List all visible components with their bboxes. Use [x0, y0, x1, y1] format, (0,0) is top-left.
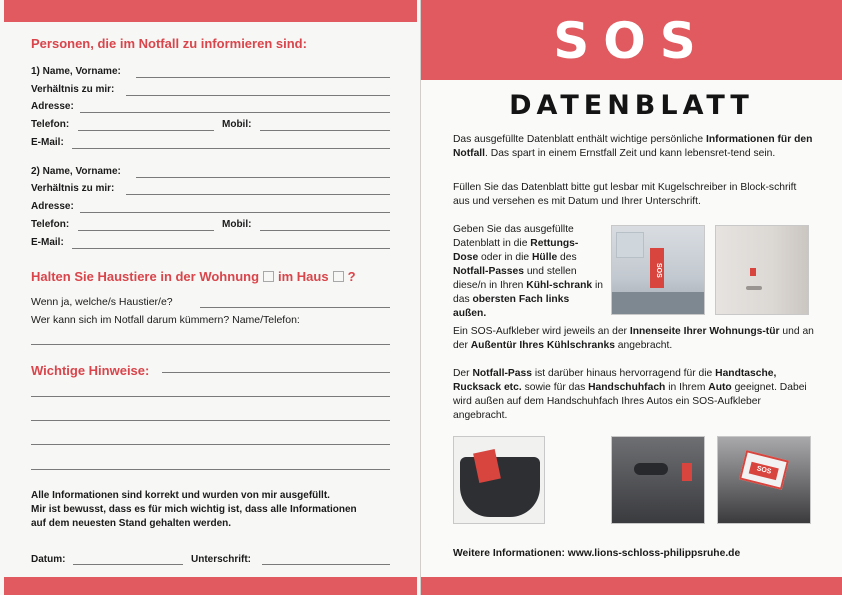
p1-phone-label: Telefon:	[31, 119, 70, 130]
contacts-title: Personen, die im Notfall zu informieren sind:	[31, 36, 307, 51]
p2-phone-field[interactable]	[78, 230, 214, 231]
p1-name-field[interactable]	[136, 77, 390, 78]
declaration-line-1: Alle Informationen sind korrekt und wurden von mir ausgefüllt.	[31, 490, 330, 501]
more-info-text: Weitere Informationen: www.lions-schloss-philippsruhe.de	[453, 548, 741, 559]
signature-label: Unterschrift:	[191, 554, 252, 565]
pets-title: Halten Sie Haustiere in der Wohnung im Haus ?	[31, 269, 356, 284]
notes-title: Wichtige Hinweise:	[31, 363, 150, 378]
p1-phone-field[interactable]	[78, 130, 214, 131]
footer-band	[421, 577, 842, 595]
notes-line-2[interactable]	[31, 396, 390, 397]
p2-email-label: E-Mail:	[31, 237, 64, 248]
p1-mobile-label: Mobil:	[222, 119, 252, 130]
apartment-checkbox[interactable]	[263, 271, 274, 282]
handbag-photo	[453, 436, 545, 524]
p2-name-field[interactable]	[136, 177, 390, 178]
p2-relation-field[interactable]	[126, 194, 390, 195]
p1-email-field[interactable]	[72, 148, 390, 149]
notes-line-1[interactable]	[162, 372, 390, 373]
glovebox-sticker-icon	[682, 463, 692, 481]
p2-address-field[interactable]	[80, 212, 390, 213]
p1-mobile-field[interactable]	[260, 130, 390, 131]
signature-field[interactable]	[262, 564, 390, 565]
glovebox-photo	[611, 436, 705, 524]
p2-name-label: 2) Name, Vorname:	[31, 166, 121, 177]
pass-icon	[473, 449, 501, 483]
date-field[interactable]	[73, 564, 183, 565]
declaration-line-2: Mir ist bewusst, dass es für mich wichtig ist, dass alle Informationen	[31, 504, 357, 515]
p1-address-field[interactable]	[80, 112, 390, 113]
p1-name-label: 1) Name, Vorname:	[31, 66, 121, 77]
pets-caretaker-field[interactable]	[31, 344, 390, 345]
sos-pass-card-icon: SOS	[739, 450, 789, 490]
p2-mobile-label: Mobil:	[222, 219, 252, 230]
kitchen-photo	[611, 225, 705, 315]
door-handle-icon	[746, 286, 762, 290]
glovebox-handle-icon	[634, 463, 668, 475]
p2-address-label: Adresse:	[31, 201, 74, 212]
right-page	[421, 0, 842, 595]
p2-relation-label: Verhältnis zu mir:	[31, 183, 115, 194]
storage-paragraph: Geben Sie das ausgefüllte Datenblatt in die Rettungs-Dose oder in die Hülle des Notfall-Passes und stellen diese/n in Ihren Kühl-schrank in das obersten Fach links außen.	[453, 224, 603, 319]
p1-email-label: E-Mail:	[31, 137, 64, 148]
door-photo	[715, 225, 809, 315]
p2-mobile-field[interactable]	[260, 230, 390, 231]
sos-sticker-icon: SOS	[650, 248, 664, 288]
intro-paragraph: Das ausgefüllte Datenblatt enthält wichtige persönliche Informationen für den Notfall. Das spart in einem Ernstfall Zeit und kann lebensret-tend sein.	[453, 134, 813, 159]
top-red-band	[4, 0, 417, 22]
handbag-icon	[460, 457, 540, 517]
house-checkbox[interactable]	[333, 271, 344, 282]
car-photo	[717, 436, 811, 524]
pass-paragraph: Der Notfall-Pass ist darüber hinaus hervorragend für die Handtasche, Rucksack etc. sowie für das Handschuhfach in Ihrem Auto geeignet. Dabei wird außen auf dem Handschuhfach Ihres Autos ein SOS-Aufkleber angebracht.	[453, 368, 807, 421]
shelf-icon	[616, 232, 644, 258]
pets-caretaker-label: Wer kann sich im Notfall darum kümmern? Name/Telefon:	[31, 314, 300, 326]
notes-line-5[interactable]	[31, 469, 390, 470]
datenblatt-heading: DATENBLATT	[509, 90, 754, 121]
sos-heading: SOS	[553, 12, 710, 70]
bottom-red-band	[4, 577, 417, 595]
declaration-line-3: auf dem neuesten Stand gehalten werden.	[31, 518, 232, 529]
pets-which-field[interactable]	[200, 307, 390, 308]
date-label: Datum:	[31, 554, 66, 565]
p1-address-label: Adresse:	[31, 101, 74, 112]
notes-line-4[interactable]	[31, 444, 390, 445]
p1-relation-label: Verhältnis zu mir:	[31, 84, 115, 95]
sticker-paragraph: Ein SOS-Aufkleber wird jeweils an der Innenseite Ihrer Wohnungs-tür und an der Außentür Ihres Kühlschranks angebracht.	[453, 326, 814, 351]
p2-email-field[interactable]	[72, 248, 390, 249]
fill-paragraph: Füllen Sie das Datenblatt bitte gut lesbar mit Kugelschreiber in Block-schrift aus und versehen es mit Datum und Ihrer Unterschrift.	[453, 182, 797, 207]
p2-phone-label: Telefon:	[31, 219, 70, 230]
notes-line-3[interactable]	[31, 420, 390, 421]
header-band	[421, 0, 842, 80]
door-sticker-icon	[750, 268, 756, 276]
counter-shape	[612, 292, 705, 315]
p1-relation-field[interactable]	[126, 95, 390, 96]
pets-which-label: Wenn ja, welche/s Haustier/e?	[31, 296, 173, 308]
